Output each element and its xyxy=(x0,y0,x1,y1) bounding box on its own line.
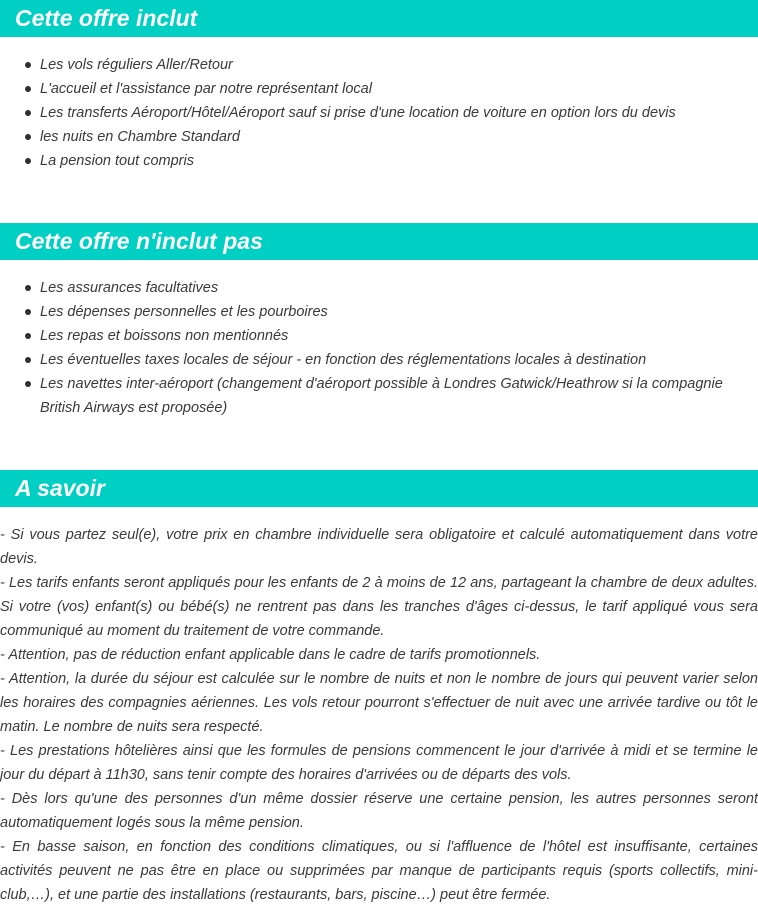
bullet-icon xyxy=(25,86,31,92)
list-item-text: Les navettes inter-aéroport (changement d'aéroport possible à Londres Gatwick/Heathrow si la compagnie British Airways est proposée) xyxy=(40,376,723,416)
list-item xyxy=(0,348,758,372)
bullet-icon xyxy=(25,110,31,116)
bullet-icon xyxy=(25,158,31,164)
list-item xyxy=(0,77,758,101)
list-item-text: L'accueil et l'assistance par notre représentant local xyxy=(40,81,372,97)
info-paragraph: - Attention, pas de réduction enfant applicable dans le cadre de tarifs promotionnels. xyxy=(0,647,541,663)
excluded-list xyxy=(0,276,758,420)
list-item xyxy=(0,101,758,125)
list-item xyxy=(0,149,758,173)
info-paragraph: - En basse saison, en fonction des conditions climatiques, ou si l'affluence de l'hôtel est insuffisante, certaines activités peuvent ne pas être en place ou supprimées par manque de participants requis (sports collectifs, mini-club,…), et une partie des installations (restaurants, bars, piscine…) peut être fermée. xyxy=(0,839,758,903)
list-item xyxy=(0,276,758,300)
list-item xyxy=(0,324,758,348)
bullet-icon xyxy=(25,309,31,315)
a-savoir-section-title: A savoir xyxy=(0,470,758,507)
a-savoir-body xyxy=(0,523,758,907)
list-item-text: Les vols réguliers Aller/Retour xyxy=(40,57,233,73)
list-item xyxy=(0,125,758,149)
bullet-icon xyxy=(25,333,31,339)
info-paragraph: - Les prestations hôtelières ainsi que les formules de pensions commencent le jour d'arrivée à midi et se termine le jour du départ à 11h30, sans tenir compte des horaires d'arrivées ou de départs des vols. xyxy=(0,743,758,783)
bullet-icon xyxy=(25,381,31,387)
included-list xyxy=(0,53,758,173)
info-paragraph: - Attention, la durée du séjour est calculée sur le nombre de nuits et non le nombre de jours qui peuvent varier selon les horaires des compagnies aériennes. Les vols retour pourront s'effectuer de nuit avec une arrivée tardive ou tôt le matin. Le nombre de nuits sera respecté. xyxy=(0,671,758,735)
bullet-icon xyxy=(25,285,31,291)
list-item-text: Les assurances facultatives xyxy=(40,280,219,296)
list-item-text: Les dépenses personnelles et les pourboires xyxy=(40,304,328,320)
excluded-section-title: Cette offre n'inclut pas xyxy=(0,223,758,260)
list-item-text: La pension tout compris xyxy=(40,153,194,169)
list-item xyxy=(0,372,758,420)
info-paragraph: - Dès lors qu'une des personnes d'un même dossier réserve une certaine pension, les autres personnes seront automatiquement logés sous la même pension. xyxy=(0,791,758,831)
bullet-icon xyxy=(25,62,31,68)
list-item-text: Les éventuelles taxes locales de séjour - en fonction des réglementations locales à destination xyxy=(40,352,647,368)
info-paragraph: - Les tarifs enfants seront appliqués pour les enfants de 2 à moins de 12 ans, partageant la chambre de deux adultes. Si votre (vos) enfant(s) ou bébé(s) ne rentrent pas dans les tranches d'âges ci-dessus, le tarif appliqué vous sera communiqué au moment du traitement de votre commande. xyxy=(0,575,758,639)
info-paragraph: - Si vous partez seul(e), votre prix en chambre individuelle sera obligatoire et calculé automatiquement dans votre devis. xyxy=(0,527,758,567)
bullet-icon xyxy=(25,134,31,140)
list-item-text: les nuits en Chambre Standard xyxy=(40,129,240,145)
list-item-text: Les repas et boissons non mentionnés xyxy=(40,328,289,344)
list-item xyxy=(0,53,758,77)
list-item-text: Les transferts Aéroport/Hôtel/Aéroport sauf si prise d'une location de voiture en option lors du devis xyxy=(40,105,676,121)
list-item xyxy=(0,300,758,324)
bullet-icon xyxy=(25,357,31,363)
included-section-title: Cette offre inclut xyxy=(0,0,758,37)
